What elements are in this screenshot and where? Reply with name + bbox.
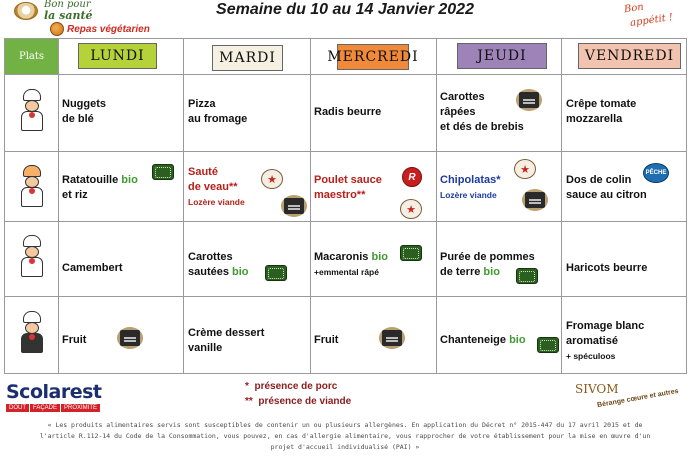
dish-line: Carottes (188, 251, 233, 263)
lozere-viande-label: Lozère viande (188, 197, 245, 207)
label-rouge-icon: R (402, 167, 422, 187)
bio-logo-icon (516, 268, 538, 284)
bon-appetit-logo (620, 3, 676, 39)
menu-cell (566, 173, 647, 203)
menu-cell (62, 261, 123, 276)
legend-viande (245, 394, 351, 409)
dish-line: Fruit (62, 334, 87, 346)
dish-line: Poulet sauce (314, 174, 382, 186)
day-header-mercredi (327, 44, 419, 70)
menu-cell (314, 105, 381, 120)
legend-text: présence de porc (254, 381, 338, 392)
bio-logo-icon (152, 164, 174, 180)
menu-cell (188, 250, 249, 280)
vegetarian-icon (50, 22, 64, 36)
dish-line: Carottes (440, 91, 485, 103)
produit-local-badge (522, 189, 548, 211)
dish-line: Ratatouille (62, 174, 122, 186)
menu-cell (188, 97, 247, 127)
bio-label: bio (371, 251, 388, 263)
day-label: JEUDI (477, 48, 527, 64)
produit-local-badge (379, 327, 405, 349)
bio-label: bio (509, 334, 526, 346)
menu-cell (566, 319, 644, 364)
dish-line: mozzarella (566, 113, 623, 125)
day-header-lundi (78, 43, 157, 69)
brand-tags (6, 404, 116, 412)
bio-label: bio (232, 266, 249, 278)
dish-line: et dés de brebis (440, 121, 524, 133)
menu-cell (314, 173, 382, 203)
dish-line: Crêpe tomate (566, 98, 637, 110)
lozere-star-icon (400, 199, 422, 219)
plats-header (5, 39, 58, 74)
dish-line: Radis beurre (314, 106, 382, 118)
chef-illustration (15, 89, 49, 133)
bio-label: bio (483, 266, 500, 278)
day-header-vendredi (578, 43, 681, 69)
dish-line: sauce au citron (566, 189, 647, 201)
dish-line: Chipolatas* (440, 174, 501, 186)
page-title: Semaine du 10 au 14 Janvier 2022 (216, 1, 474, 18)
legend-text: présence de viande (258, 396, 352, 407)
dish-line: +emmental râpé (314, 267, 379, 277)
day-label: MARDI (219, 50, 276, 66)
menu-cell (566, 97, 636, 127)
produit-local-badge (281, 195, 307, 217)
vegetarian-label: Repas végétarien (67, 23, 150, 35)
plats-label: Plats (18, 51, 45, 62)
day-label: LUNDI (90, 48, 145, 64)
brand-tag: FAÇADE (30, 404, 60, 412)
sivom-subtitle: Bérange cœure et autres (596, 387, 680, 410)
dish-line: au fromage (188, 113, 248, 125)
menu-cell (440, 90, 524, 135)
chef-illustration (15, 235, 49, 279)
vegetarian-meal-legend (50, 22, 150, 36)
dish-line: Camembert (62, 262, 123, 274)
menu-cell (314, 250, 388, 280)
dish-line: de veau** (188, 181, 238, 193)
menu-table (4, 38, 687, 374)
bio-logo-icon (537, 337, 559, 353)
dish-line: Fruit (314, 334, 339, 346)
peche-durable-icon: PÊCHE (643, 163, 669, 183)
dish-line: Fromage blanc (566, 320, 645, 332)
scolarest-logo (6, 381, 116, 413)
brand-tag: DOUT (6, 404, 29, 412)
legend-porc (245, 379, 351, 394)
dish-line: Haricots beurre (566, 262, 648, 274)
dish-line: Crème dessert (188, 327, 265, 339)
dish-line: Sauté (188, 166, 218, 178)
dish-line: Macaronis (314, 251, 372, 263)
day-header-mardi (212, 45, 283, 71)
bon-appetit-line2: appétit ! (629, 12, 674, 29)
produit-local-badge (117, 327, 143, 349)
dish-line: sautées (188, 266, 233, 278)
brand-tag: PROXIMITÉ (61, 404, 100, 412)
lozere-star-icon (514, 159, 536, 179)
bio-logo-icon (400, 245, 422, 261)
legend-mark: * (245, 381, 249, 392)
sivom-logo (575, 382, 680, 418)
dish-line: + spéculoos (566, 351, 616, 361)
legend-mark: ** (245, 396, 253, 407)
lozere-star-icon (261, 169, 283, 189)
dish-line: maestro** (314, 189, 366, 201)
bio-logo-icon (265, 265, 287, 281)
dish-line: Pizza (188, 98, 216, 110)
menu-cell (62, 173, 138, 203)
allergen-disclaimer (4, 420, 686, 453)
dish-line: aromatisé (566, 335, 618, 347)
brand-name: Scolarest (6, 381, 102, 403)
bon-appetit-line1: Bon (623, 1, 645, 16)
day-header-jeudi (457, 43, 547, 69)
logo-line2: la santé (44, 9, 93, 22)
day-label: MERCREDI (327, 49, 419, 65)
dish-line: Chanteneige (440, 334, 510, 346)
menu-cell (188, 326, 264, 356)
menu-cell (314, 333, 338, 348)
dish-line: vanille (188, 342, 223, 354)
chef-illustration (15, 165, 49, 209)
produit-local-badge (516, 89, 542, 111)
menu-cell (62, 97, 106, 127)
menu-cell (566, 261, 647, 276)
day-label: VENDREDI (584, 48, 675, 64)
dish-line: et riz (62, 189, 88, 201)
bio-label: bio (121, 174, 138, 186)
menu-cell (188, 165, 245, 210)
dish-line: de terre (440, 266, 484, 278)
sivom-title: SIVOM (575, 382, 619, 396)
menu-cell (440, 333, 526, 348)
dish-line: Nuggets (62, 98, 106, 110)
allergen-legend (245, 379, 351, 409)
menu-cell (440, 173, 501, 203)
dish-line: Dos de colin (566, 174, 632, 186)
menu-cell (62, 333, 86, 348)
chef-illustration (15, 311, 49, 355)
dish-line: râpées (440, 106, 476, 118)
dish-line: Purée de pommes (440, 251, 535, 263)
lozere-viande-label: Lozère viande (440, 190, 497, 200)
disclaimer-line: « Les produits alimentaires servis sont susceptibles de contenir un ou plusieurs allergènes. En application du Décret n° 2015-447 du 17 avril 2015 et de (47, 421, 643, 429)
disclaimer-line: projet d'accueil individualisé (PAI) » (270, 443, 420, 451)
disclaimer-line: l'article R.112-14 du Code de la Consommation, vous pouvez, en cas d'allergie alimentaire, vous rapprocher de votre établissement pour la mise en œuvre d'un (39, 432, 651, 440)
logo-line1: Bon pour (44, 0, 91, 10)
dish-line: de blé (62, 113, 94, 125)
